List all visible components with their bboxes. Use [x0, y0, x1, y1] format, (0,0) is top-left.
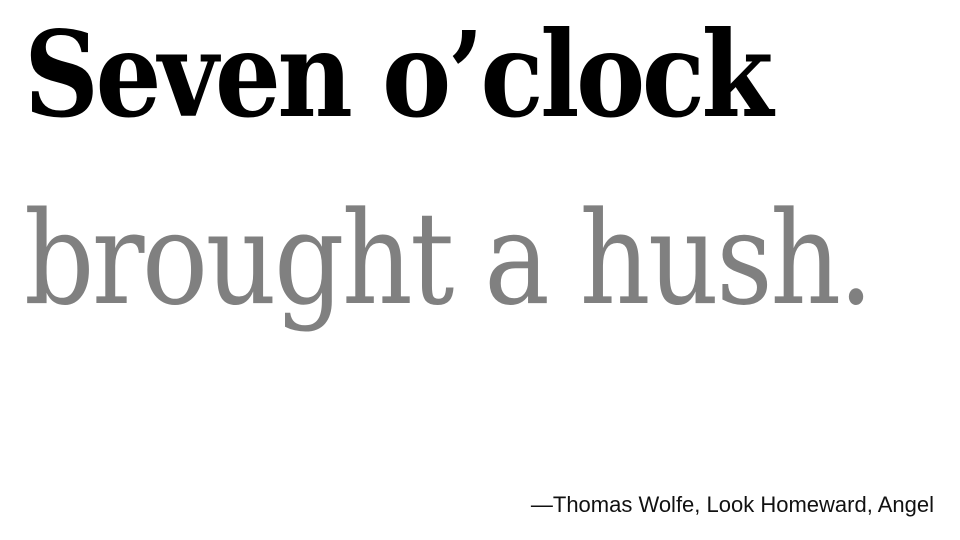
- quote-attribution: —Thomas Wolfe, Look Homeward, Angel: [530, 492, 934, 517]
- quote-line-2: brought a hush.: [24, 185, 871, 334]
- quote-line-1: Seven o’clock: [24, 5, 770, 144]
